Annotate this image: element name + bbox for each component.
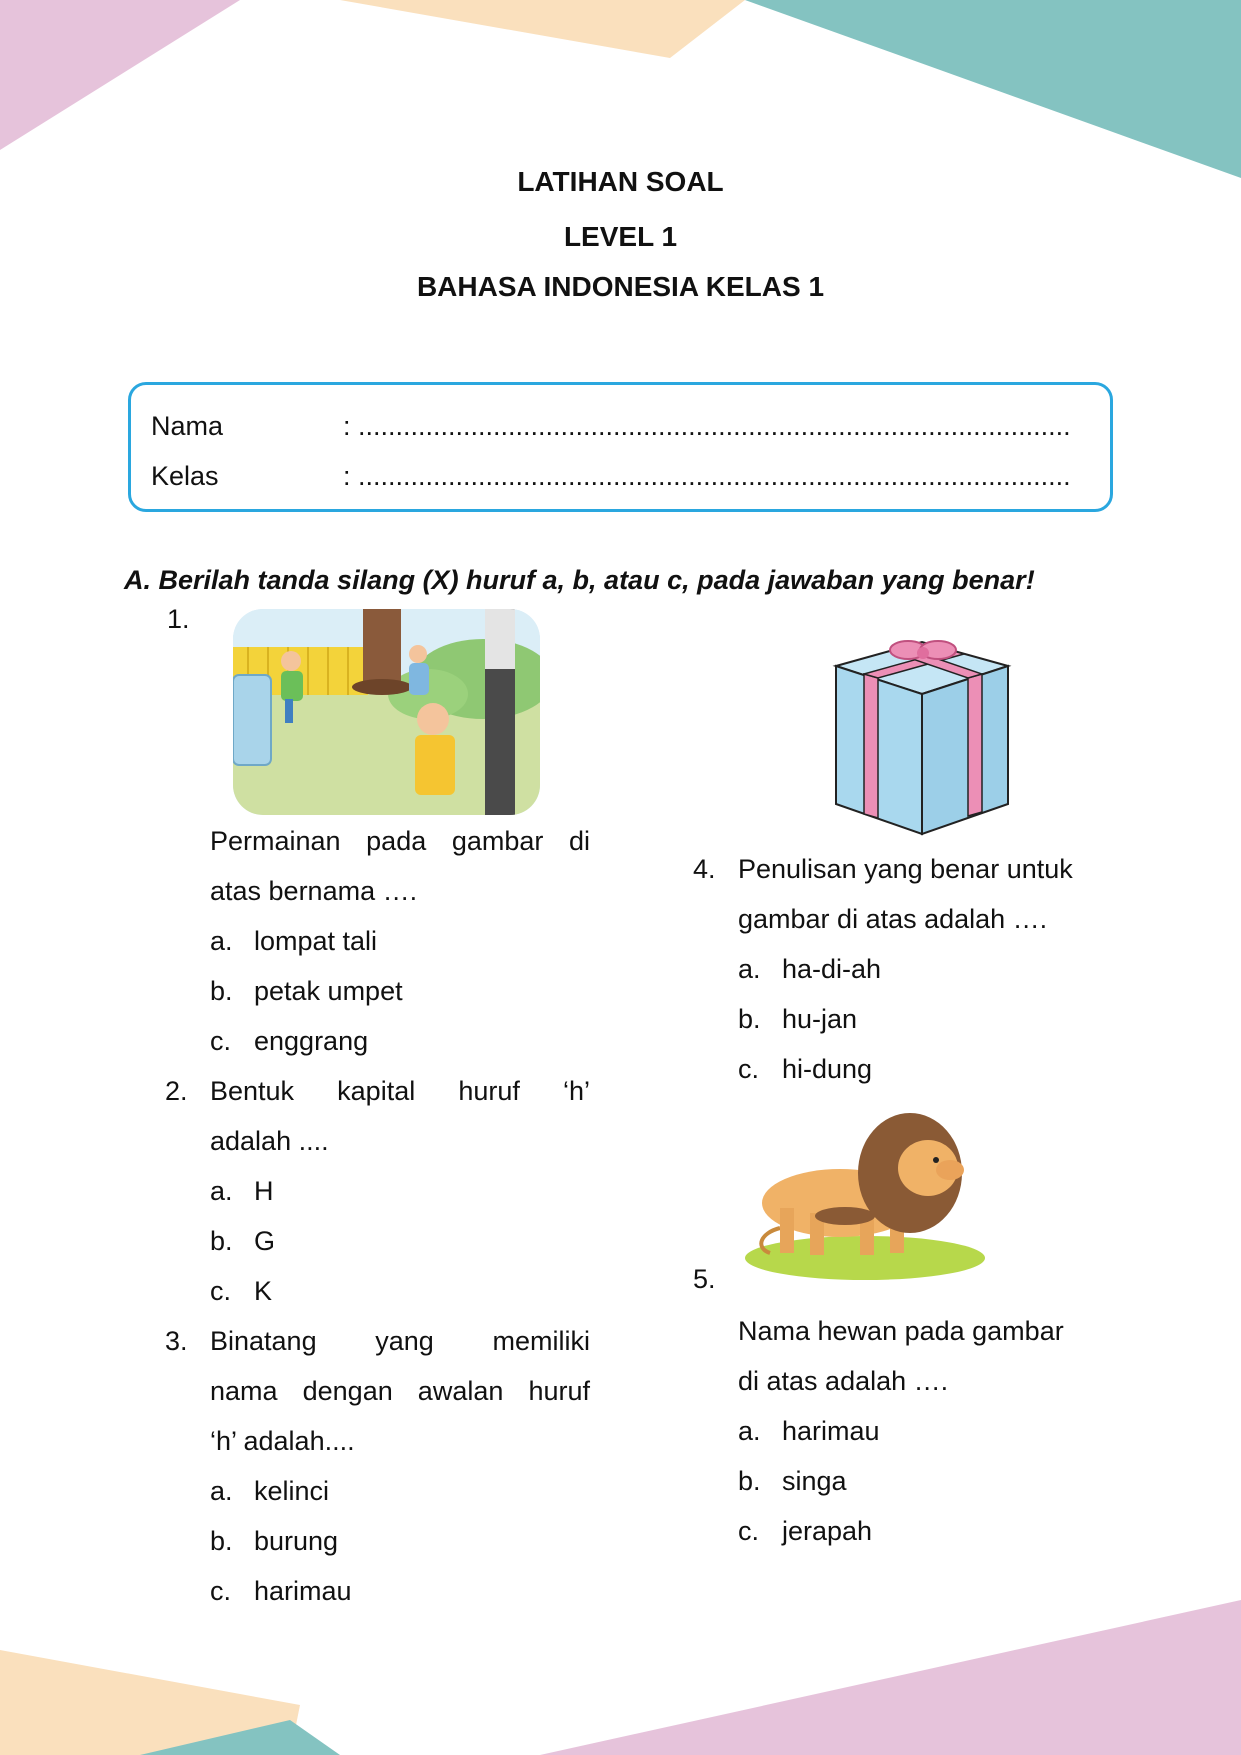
option-text: ha-di-ah	[782, 954, 882, 984]
question-3-stem-line1: Binatang yang memiliki	[210, 1326, 590, 1356]
question-2-option-a[interactable]	[210, 1176, 274, 1207]
top-left-pink-shape	[0, 0, 240, 150]
question-3-option-a[interactable]	[210, 1476, 329, 1507]
question-1-option-b[interactable]	[210, 976, 403, 1007]
question-2-stem-line2: adalah ....	[210, 1126, 329, 1156]
option-text: enggrang	[254, 1026, 369, 1056]
question-4-number: 4.	[693, 854, 716, 884]
question-1-stem-line2: atas bernama ….	[210, 876, 418, 906]
option-letter: b.	[210, 1526, 233, 1556]
option-text: K	[254, 1276, 273, 1306]
option-letter: b.	[738, 1004, 761, 1034]
question-1-option-a[interactable]	[210, 926, 377, 957]
question-3-option-b[interactable]	[210, 1526, 338, 1557]
option-text: harimau	[254, 1576, 352, 1606]
class-field[interactable]: : ...............................................................................................	[343, 461, 1071, 491]
question-4-stem-line2: gambar di atas adalah ….	[738, 904, 1048, 934]
option-text: G	[254, 1226, 276, 1256]
option-letter: a.	[210, 926, 233, 956]
top-right-teal-shape	[745, 0, 1241, 178]
question-5-number: 5.	[693, 1264, 716, 1294]
option-text: burung	[254, 1526, 339, 1556]
lion-image	[740, 1108, 1000, 1284]
option-letter: c.	[210, 1276, 232, 1306]
question-2-option-c[interactable]	[210, 1276, 272, 1307]
page-title: LATIHAN SOAL	[517, 166, 724, 197]
question-2-number: 2.	[165, 1076, 188, 1106]
question-3-stem-line2: nama dengan awalan huruf	[210, 1376, 590, 1406]
level-title: LEVEL 1	[563, 221, 678, 252]
option-letter: a.	[738, 1416, 761, 1446]
question-3-number: 3.	[165, 1326, 188, 1356]
question-3-option-c[interactable]	[210, 1576, 352, 1607]
question-4-option-a[interactable]	[738, 954, 881, 985]
question-2-stem-line1: Bentuk kapital huruf ‘h’	[210, 1076, 590, 1106]
option-letter: b.	[738, 1466, 761, 1496]
question-1-option-c[interactable]	[210, 1026, 368, 1057]
option-letter: a.	[210, 1176, 233, 1206]
class-label: Kelas	[151, 461, 219, 491]
name-label: Nama	[151, 411, 224, 441]
question-3-stem-line3: ‘h’ adalah....	[210, 1426, 355, 1456]
option-letter: c.	[738, 1054, 760, 1084]
question-5-option-b[interactable]	[738, 1466, 847, 1497]
class-row	[151, 461, 1071, 492]
option-text: singa	[782, 1466, 847, 1496]
student-info-box	[128, 382, 1113, 512]
name-field[interactable]: : ...............................................................................................	[343, 411, 1071, 441]
option-text: harimau	[782, 1416, 880, 1446]
option-text: petak umpet	[254, 976, 403, 1006]
option-letter: b.	[210, 976, 233, 1006]
question-1-number: 1.	[167, 604, 190, 634]
subject-title: BAHASA INDONESIA KELAS 1	[416, 271, 825, 302]
option-letter: c.	[738, 1516, 760, 1546]
name-row	[151, 411, 1071, 442]
option-text: H	[254, 1176, 274, 1206]
question-5-option-a[interactable]	[738, 1416, 880, 1447]
option-text: hi-dung	[782, 1054, 873, 1084]
option-letter: a.	[210, 1476, 233, 1506]
option-text: kelinci	[254, 1476, 330, 1506]
question-2-option-b[interactable]	[210, 1226, 275, 1257]
question-1-stem-line1: Permainan pada gambar di	[210, 826, 590, 856]
option-letter: c.	[210, 1026, 232, 1056]
option-letter: a.	[738, 954, 761, 984]
question-4-option-b[interactable]	[738, 1004, 857, 1035]
option-text: jerapah	[782, 1516, 873, 1546]
question-4-stem-line1: Penulisan yang benar untuk	[738, 854, 1073, 884]
gift-box-image	[830, 636, 1015, 836]
top-peach-shape	[340, 0, 745, 58]
bottom-right-pink-shape	[540, 1600, 1241, 1755]
option-letter: c.	[210, 1576, 232, 1606]
section-instruction: A. Berilah tanda silang (X) huruf a, b, atau c, pada jawaban yang benar!	[124, 565, 1035, 595]
question-5-stem-line2: di atas adalah ….	[738, 1366, 949, 1396]
question-5-option-c[interactable]	[738, 1516, 872, 1547]
option-letter: b.	[210, 1226, 233, 1256]
option-text: hu-jan	[782, 1004, 858, 1034]
hide-and-seek-image	[233, 609, 540, 815]
question-4-option-c[interactable]	[738, 1054, 872, 1085]
question-5-stem-line1: Nama hewan pada gambar	[738, 1316, 1064, 1346]
option-text: lompat tali	[254, 926, 378, 956]
